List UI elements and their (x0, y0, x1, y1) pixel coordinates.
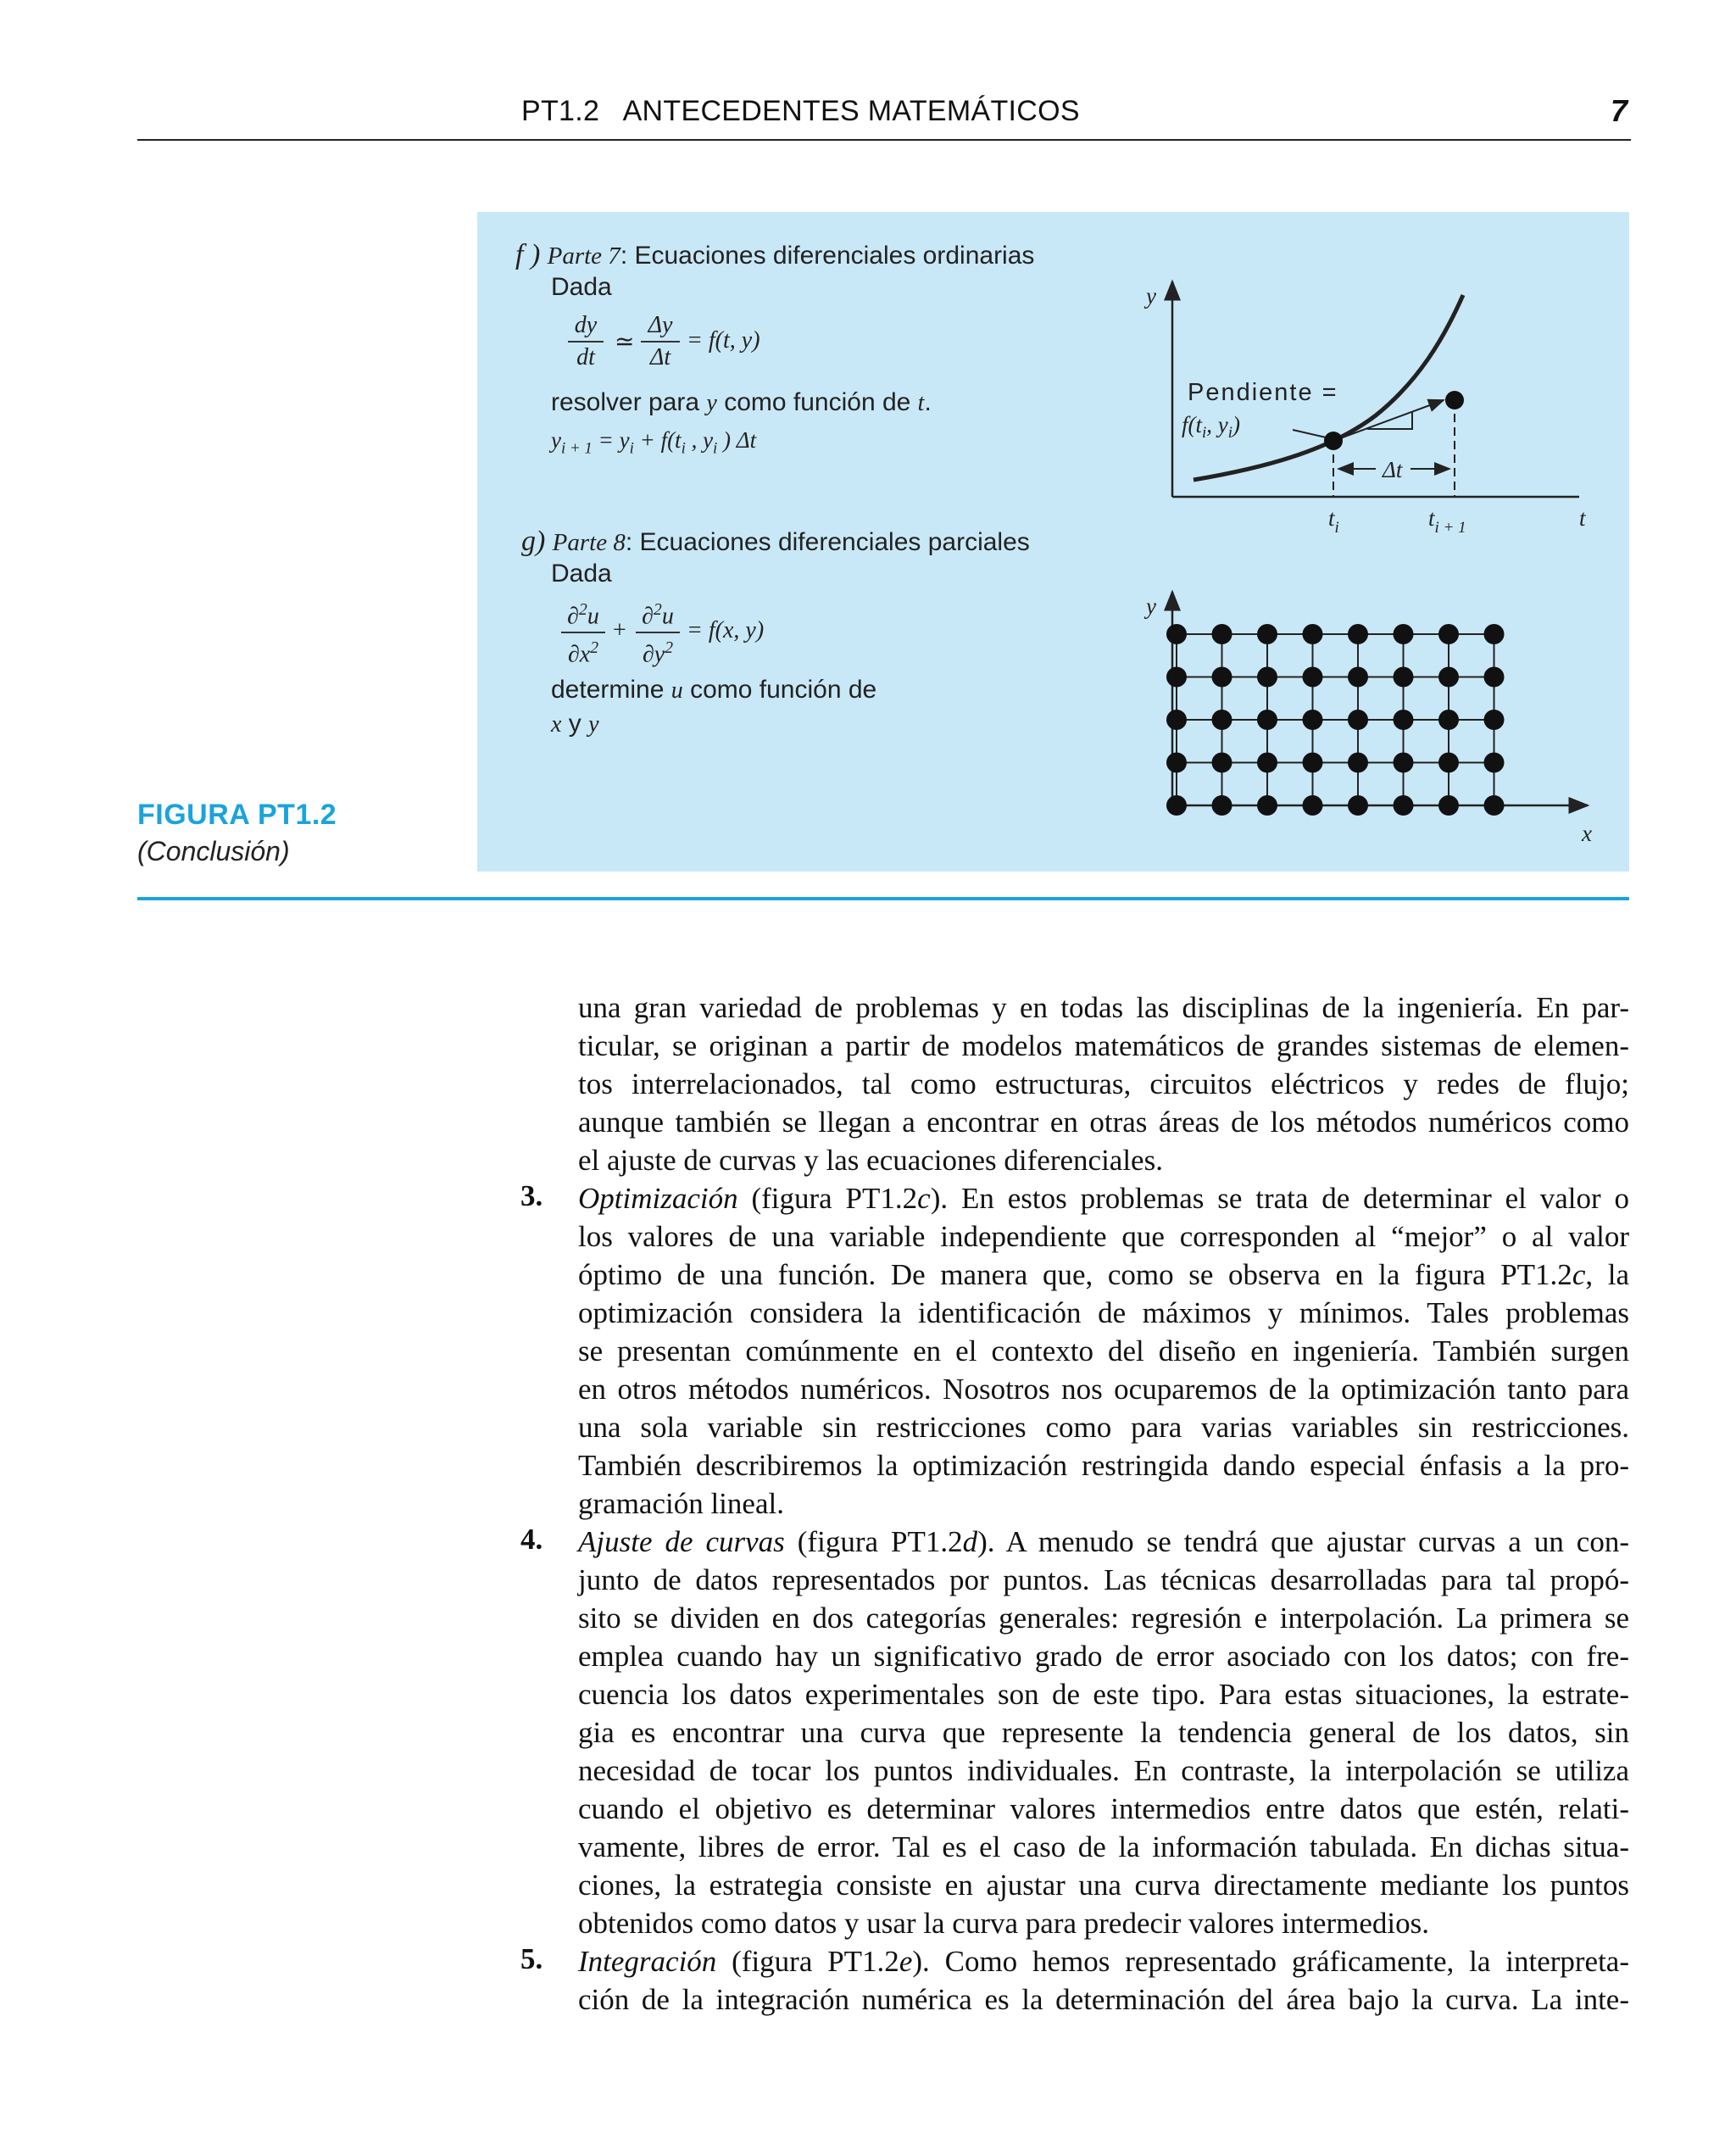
text-line: aunque también se llegan a encontrar en otras áreas de los métodos numéricos como (578, 1106, 1629, 1139)
list-item-first-line: Integración (figura PT1.2e). Como hemos representado gráficamente, la interpreta- (578, 1945, 1629, 1978)
grid-node (1257, 667, 1277, 688)
text-line: optimización considera la identificación de máximos y mínimos. Tales problemas (578, 1296, 1629, 1329)
text-line: ticular, se originan a partir de modelos matemáticos de grandes sistemas de elemen- (578, 1029, 1629, 1062)
grid-node (1212, 753, 1232, 773)
part-f-name: Parte 7 (547, 242, 620, 270)
ode-dy: dy (568, 310, 604, 343)
text-line: una sola variable sin restricciones como para varias variables sin restricciones. (578, 1411, 1629, 1444)
page-number: 7 (1610, 93, 1628, 128)
ode-y-label: y (1146, 283, 1156, 309)
ti1-label: $t_{i + 1}$ (1428, 505, 1466, 537)
pde-num1: ∂$^2$u (561, 595, 605, 633)
section-title: PT1.2 ANTECEDENTES MATEMÁTICOS (521, 95, 1080, 127)
part-f-solve-text: resolver para y como función de t. (551, 388, 932, 416)
text-line: obtenidos como datos y usar la curva para predecir valores intermedios. (578, 1907, 1429, 1940)
ode-approx-sign: ≃ (615, 329, 635, 355)
grid-x-label: x (1582, 821, 1592, 846)
grid-node (1303, 667, 1323, 688)
grid-node (1484, 710, 1505, 730)
ti-label: $t_i$ (1328, 505, 1339, 537)
ode-t-label: t (1579, 505, 1586, 531)
grid-node (1484, 667, 1505, 688)
next-point (1445, 391, 1464, 409)
text-line: ciones, la estrategia consiste en ajustar una curva directamente mediante los puntos (578, 1869, 1629, 1902)
pde-num2: ∂$^2$u (636, 595, 680, 633)
part-g-title: : Ecuaciones diferenciales parciales (625, 528, 1030, 556)
text-line: sito se dividen en dos categorías generales: regresión e interpolación. La primera se (578, 1601, 1629, 1635)
part-g-vars: x y y (551, 710, 599, 738)
text-line: junto de datos representados por puntos. Las técnicas desarrolladas para tal propó- (578, 1563, 1629, 1596)
grid-node (1348, 710, 1368, 730)
text-line: en otros métodos numéricos. Nosotros nos ocuparemos de la optimización tanto para (578, 1373, 1629, 1406)
grid-node (1484, 624, 1505, 644)
grid-node (1257, 753, 1277, 773)
part-f-given: Dada (551, 273, 612, 301)
grid-node (1484, 753, 1505, 773)
list-number: 4. (520, 1523, 543, 1556)
list-item-first-line: Optimización (figura PT1.2c). En estos problemas se trata de determinar el valor o (578, 1182, 1629, 1215)
figure-diagrams (477, 212, 1629, 872)
figure-caption-label: FIGURA PT1.2 (137, 799, 337, 831)
ode-plot (1143, 281, 1587, 537)
grid-node (1348, 667, 1368, 688)
slope-formula: $f(t_i$, $y_i$) (1182, 412, 1241, 442)
text-line: una gran variedad de problemas y en todas las disciplinas de la ingeniería. En par- (578, 991, 1629, 1024)
grid-node (1438, 753, 1459, 773)
text-line: gramación lineal. (578, 1487, 784, 1520)
pde-rhs: = f(x, y) (687, 617, 765, 643)
grid-node (1303, 624, 1323, 644)
text-line: se presentan comúnmente en el contexto del diseño en ingeniería. También surgen (578, 1334, 1629, 1367)
pde-plus: + (613, 617, 626, 643)
grid-node (1438, 624, 1459, 644)
figure-panel (477, 212, 1629, 872)
part-g-label: g) (521, 526, 546, 557)
text-line: vamente, libres de error. Tal es el caso de la información tabulada. En dichas situa- (578, 1830, 1629, 1863)
ode-delta-y: Δy (641, 310, 680, 343)
part-f-label: f ) (515, 239, 541, 270)
grid-node (1166, 667, 1187, 688)
text-line: También describiremos la optimización restringida dando especial énfasis a la pro- (578, 1449, 1629, 1482)
text-line: emplea cuando hay un significativo grado de error asociado con los datos; con fre- (578, 1640, 1629, 1673)
grid-node (1348, 795, 1368, 816)
text-line: los valores de una variable independiente que corresponden al “mejor” o al valor (578, 1220, 1629, 1253)
grid-node (1257, 624, 1277, 644)
grid-node (1212, 624, 1232, 644)
pde-den1: $\partial x^2$ (567, 639, 599, 668)
text-line: cuencia los datos experimentales son de este tipo. Para estas situaciones, la estrate- (578, 1678, 1629, 1711)
grid-node (1257, 795, 1277, 816)
grid-node (1438, 795, 1459, 816)
grid-node (1394, 795, 1414, 816)
grid-node (1348, 624, 1368, 644)
list-number: 5. (520, 1942, 543, 1975)
text-line: óptimo de una función. De manera que, como se observa en la figura PT1.2c, la (578, 1258, 1629, 1291)
ode-dt: dt (576, 344, 595, 370)
dt-label: Δt (1383, 457, 1403, 482)
grid-node (1303, 795, 1323, 816)
text-line: ción de la integración numérica es la determinación del área bajo la curva. La inte- (578, 1983, 1629, 2016)
euler-update-formula: $y_{i + 1} = y_i + f(t_i$ , $y_i$ ) Δt (551, 427, 757, 458)
grid-node (1166, 795, 1187, 816)
grid-node (1394, 710, 1414, 730)
grid-node (1212, 710, 1232, 730)
text-line: cuando el objetivo es determinar valores intermedios entre datos que estén, relati- (578, 1792, 1629, 1825)
grid-node (1394, 667, 1414, 688)
pde-grid (1143, 592, 1592, 846)
text-line: el ajuste de curvas y las ecuaciones diferenciales. (578, 1144, 1163, 1177)
part-g-given: Dada (551, 560, 612, 588)
part-g-name: Parte 8 (552, 529, 626, 556)
text-line: necesidad de tocar los puntos individuales. En contraste, la interpolación se utiliza (578, 1754, 1629, 1787)
grid-node (1303, 710, 1323, 730)
current-point (1324, 432, 1343, 450)
grid-node (1348, 753, 1368, 773)
figure-caption-sub: (Conclusión) (137, 836, 290, 866)
grid-node (1212, 795, 1232, 816)
text-line: tos interrelacionados, tal como estructuras, circuitos eléctricos y redes de flujo; (578, 1067, 1629, 1100)
grid-node (1484, 795, 1505, 816)
running-header (137, 95, 1631, 141)
grid-node (1212, 667, 1232, 688)
pde-den2: $\partial y^2$ (642, 639, 674, 668)
grid-node (1257, 710, 1277, 730)
grid-y-label: y (1146, 593, 1156, 619)
grid-node (1166, 624, 1187, 644)
grid-node (1303, 753, 1323, 773)
grid-node (1166, 710, 1187, 730)
ode-rhs: = f(t, y) (687, 327, 760, 354)
grid-node (1438, 710, 1459, 730)
ode-delta-t: Δt (649, 344, 671, 370)
list-number: 3. (520, 1179, 543, 1212)
grid-node (1394, 624, 1414, 644)
part-f-title: : Ecuaciones diferenciales ordinarias (620, 242, 1035, 270)
grid-node (1438, 667, 1459, 688)
text-line: gia es encontrar una curva que represente la tendencia general de los datos, sin (578, 1716, 1629, 1749)
slope-label: Pendiente = (1188, 379, 1338, 406)
grid-node (1394, 753, 1414, 773)
caption-rule (137, 897, 1629, 900)
part-g-determine-text: determine u como función de (551, 676, 877, 704)
grid-node (1166, 753, 1187, 773)
list-item-first-line: Ajuste de curvas (figura PT1.2d). A menudo se tendrá que ajustar curvas a un con- (578, 1525, 1629, 1558)
